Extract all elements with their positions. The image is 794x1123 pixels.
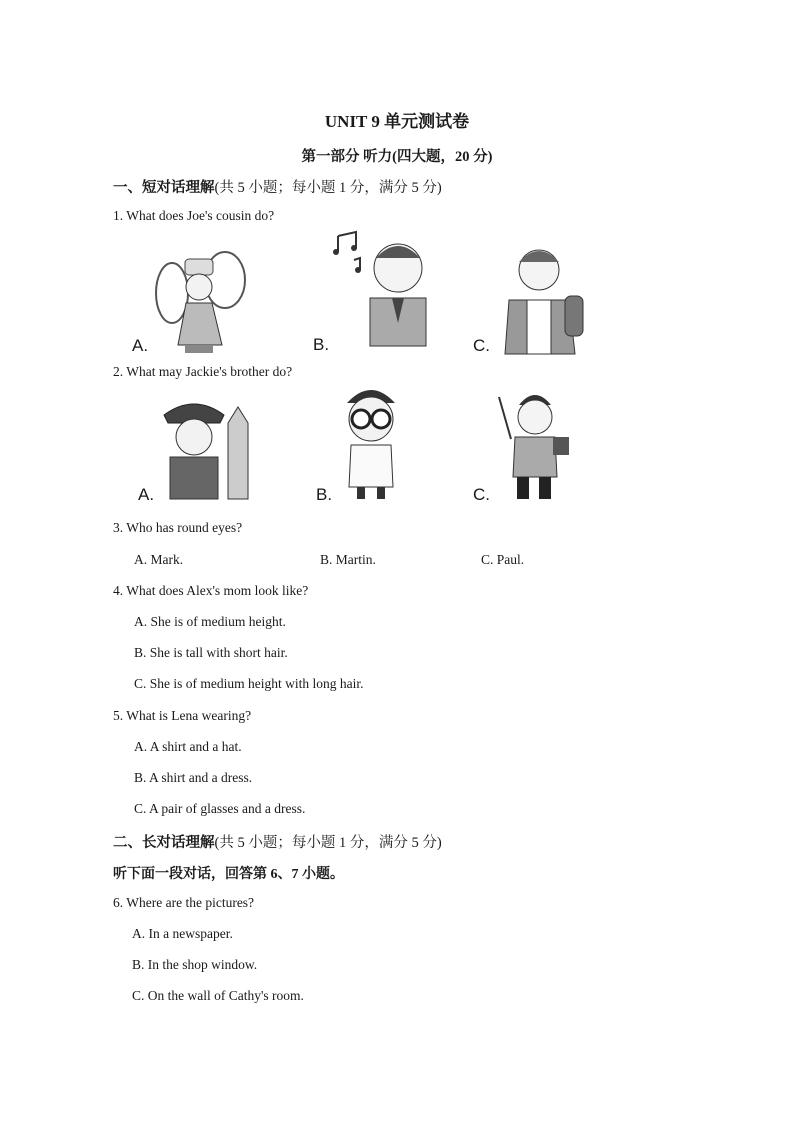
question-6: 6. Where are the pictures? bbox=[113, 895, 255, 910]
q3-option-c: C. Paul. bbox=[481, 552, 525, 567]
question-3: 3. Who has round eyes? bbox=[113, 520, 243, 535]
q2-option-a-label: A. bbox=[138, 485, 155, 504]
singer-picture bbox=[330, 228, 435, 356]
q2-option-b-label: B. bbox=[316, 485, 333, 504]
teacher-picture bbox=[495, 383, 575, 503]
question-2: 2. What may Jackie's brother do? bbox=[113, 364, 293, 379]
q1-option-b-label: B. bbox=[313, 335, 330, 354]
q5-option-a: A. A shirt and a hat. bbox=[134, 739, 242, 754]
q6-option-b: B. In the shop window. bbox=[132, 957, 258, 972]
question-4: 4. What does Alex's mom look like? bbox=[113, 583, 309, 598]
page-title: UNIT 9 单元测试卷 bbox=[324, 112, 470, 131]
section-heading-2: 二、长对话理解(共 5 小题；每小题 1 分，满分 5 分) bbox=[113, 835, 442, 851]
q4-option-a: A. She is of medium height. bbox=[134, 614, 286, 629]
q6-option-a: A. In a newspaper. bbox=[132, 926, 233, 941]
q4-option-b: B. She is tall with short hair. bbox=[134, 645, 288, 660]
q5-option-b: B. A shirt and a dress. bbox=[134, 770, 253, 785]
q1-option-a-label: A. bbox=[132, 336, 149, 355]
q3-option-b: B. Martin. bbox=[320, 552, 376, 567]
q3-option-a: A. Mark. bbox=[134, 552, 184, 567]
q1-option-c-label: C. bbox=[473, 336, 490, 355]
peking-opera-performer-picture bbox=[130, 245, 255, 360]
section-heading-1: 一、短对话理解(共 5 小题；每小题 1 分，满分 5 分) bbox=[113, 180, 442, 196]
tour-guide-picture bbox=[495, 238, 590, 356]
question-1: 1. What does Joe's cousin do? bbox=[113, 208, 275, 223]
question-5: 5. What is Lena wearing? bbox=[113, 708, 252, 723]
q5-option-c: C. A pair of glasses and a dress. bbox=[134, 801, 306, 816]
q4-option-c: C. She is of medium height with long hair. bbox=[134, 676, 364, 691]
q6-option-c: C. On the wall of Cathy's room. bbox=[132, 988, 304, 1003]
part-subtitle: 第一部分 听力(四大题，20 分) bbox=[301, 149, 493, 165]
listening-instruction: 听下面一段对话，回答第 6、7 小题。 bbox=[113, 867, 344, 882]
q2-option-c-label: C. bbox=[473, 485, 490, 504]
police-officer-picture bbox=[160, 393, 255, 503]
doctor-picture bbox=[335, 381, 410, 503]
